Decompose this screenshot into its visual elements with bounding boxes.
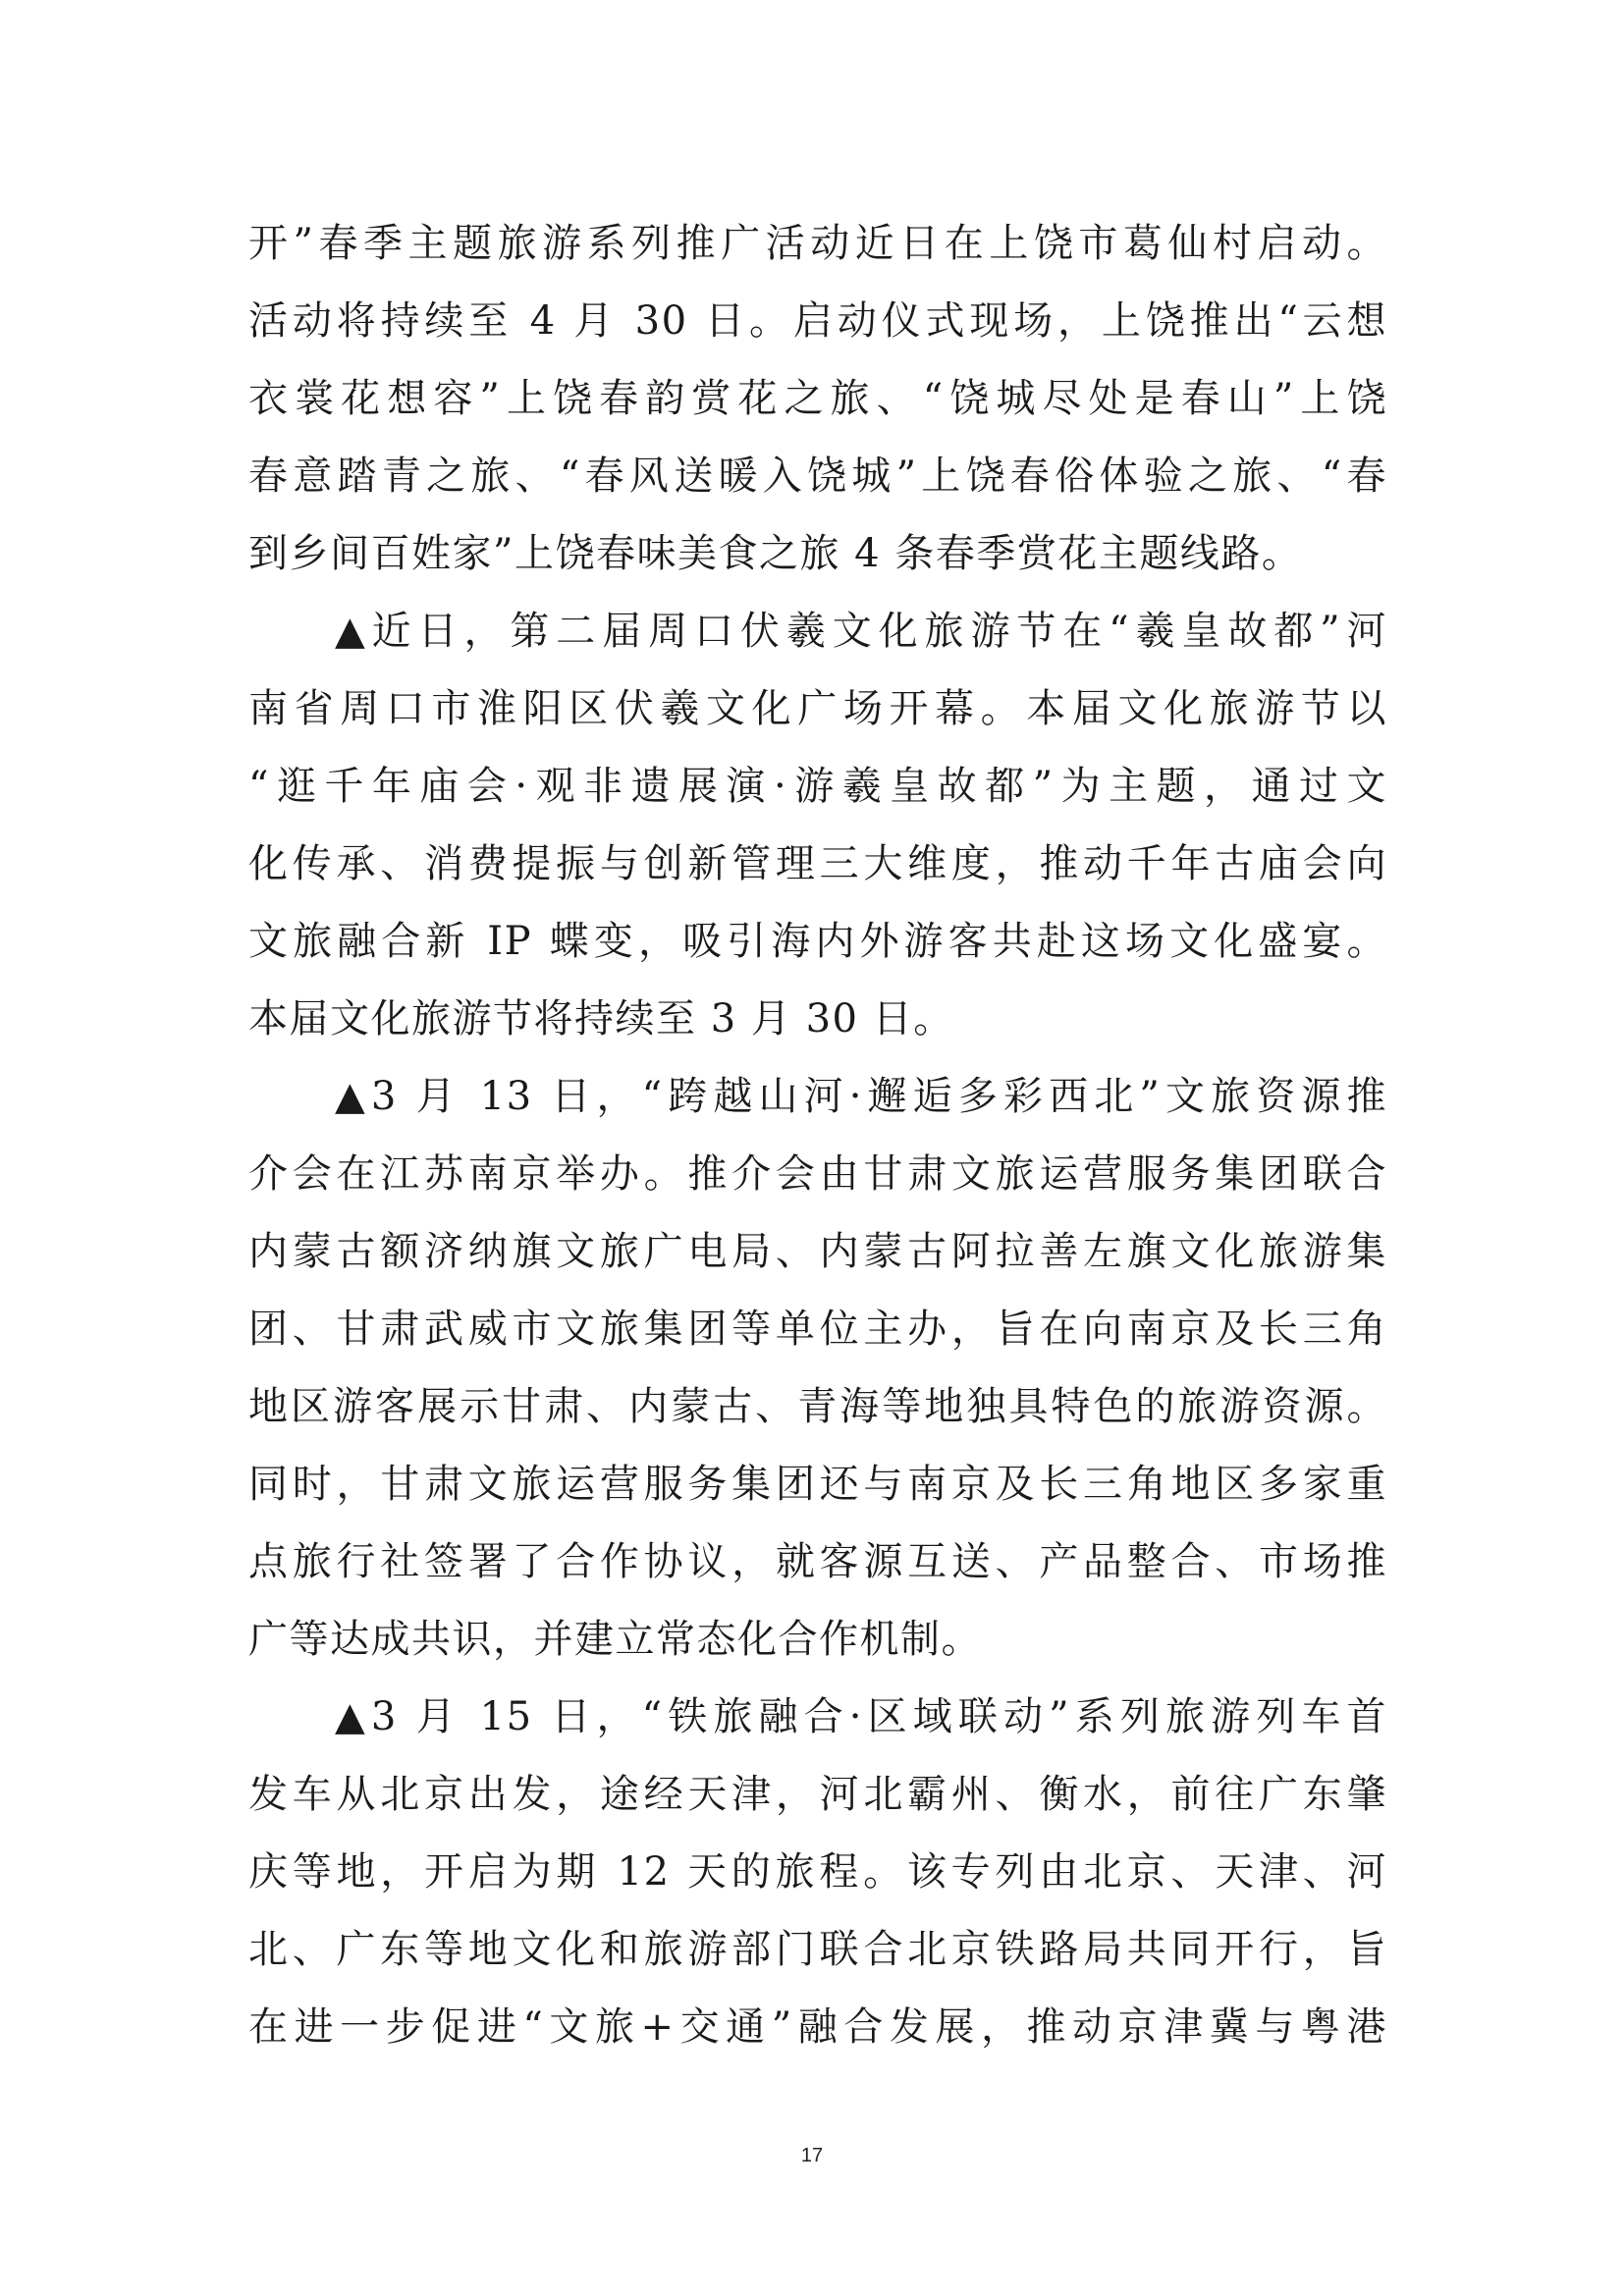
text-line: 春意踏青之旅、“春风送暖入饶城”上饶春俗体验之旅、“春 xyxy=(248,454,1387,499)
body-text xyxy=(248,205,1387,2066)
text-line: ▲3 月 15 日，“铁旅融合·区域联动”系列旅游列车首 xyxy=(335,1694,1387,1739)
text-line: 化传承、消费提振与创新管理三大维度，推动千年古庙会向 xyxy=(248,841,1387,886)
text-line: 南省周口市淮阳区伏羲文化广场开幕。本届文化旅游节以 xyxy=(248,686,1387,731)
text-line: 开”春季主题旅游系列推广活动近日在上饶市葛仙村启动。 xyxy=(248,221,1387,266)
text-line: 活动将持续至 4 月 30 日。启动仪式现场，上饶推出“云想 xyxy=(248,298,1387,344)
text-line: 衣裳花想容”上饶春韵赏花之旅、“饶城尽处是春山”上饶 xyxy=(248,376,1387,421)
text-line: 团、甘肃武威市文旅集团等单位主办，旨在向南京及长三角 xyxy=(248,1307,1387,1352)
text-line: “逛千年庙会·观非遗展演·游羲皇故都”为主题，通过文 xyxy=(248,764,1387,809)
text-line: 到乡间百姓家”上饶春味美食之旅 4 条春季赏花主题线路。 xyxy=(248,531,1303,576)
text-line: 文旅融合新 IP 蝶变，吸引海内外游客共赴这场文化盛宴。 xyxy=(248,919,1387,964)
text-line: ▲近日，第二届周口伏羲文化旅游节在“羲皇故都”河 xyxy=(335,609,1387,654)
page-number: 17 xyxy=(800,2145,824,2166)
text-line: ▲3 月 13 日，“跨越山河·邂逅多彩西北”文旅资源推 xyxy=(335,1074,1387,1119)
text-line: 内蒙古额济纳旗文旅广电局、内蒙古阿拉善左旗文化旅游集 xyxy=(248,1229,1387,1274)
text-line: 本届文化旅游节将持续至 3 月 30 日。 xyxy=(248,996,954,1041)
text-line: 广等达成共识，并建立常态化合作机制。 xyxy=(248,1617,982,1662)
text-line: 发车从北京出发，途经天津，河北霸州、衡水，前往广东肇 xyxy=(248,1772,1387,1817)
text-line: 地区游客展示甘肃、内蒙古、青海等地独具特色的旅游资源。 xyxy=(248,1384,1387,1429)
text-line: 同时，甘肃文旅运营服务集团还与南京及长三角地区多家重 xyxy=(248,1462,1387,1507)
text-line: 北、广东等地文化和旅游部门联合北京铁路局共同开行，旨 xyxy=(248,1927,1387,1972)
text-line: 点旅行社签署了合作协议，就客源互送、产品整合、市场推 xyxy=(248,1539,1387,1584)
text-line: 庆等地，开启为期 12 天的旅程。该专列由北京、天津、河 xyxy=(248,1849,1387,1895)
text-line: 介会在江苏南京举办。推介会由甘肃文旅运营服务集团联合 xyxy=(248,1151,1387,1197)
text-line: 在进一步促进“文旅+交通”融合发展，推动京津冀与粤港 xyxy=(248,2004,1387,2050)
